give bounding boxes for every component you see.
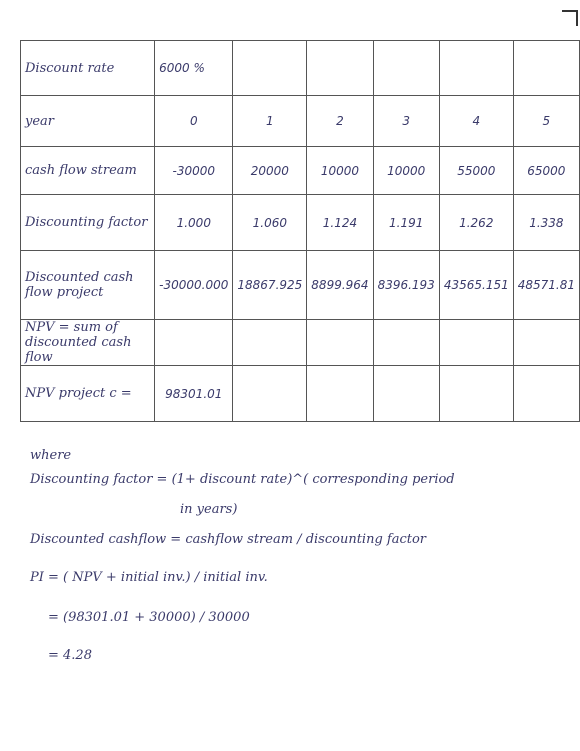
cell-dcf-1: 18867.925 (233, 251, 307, 320)
table-cell (373, 366, 439, 422)
table-cell (307, 366, 373, 422)
notes-where: where (30, 448, 72, 463)
cell-factor-0: 1.000 (155, 195, 233, 251)
row-label-npv-project-c: NPV project c = (21, 366, 155, 422)
cell-cash-flow-5: 65000 (513, 147, 579, 195)
table-cell (307, 41, 373, 96)
pi-formula: PI = ( NPV + initial inv.) / initial inv. (30, 570, 268, 585)
cell-year-3: 3 (373, 96, 439, 147)
row-label-discount-rate: Discount rate (21, 41, 155, 96)
table-row (21, 195, 580, 251)
cell-dcf-3: 8396.193 (373, 251, 439, 320)
table-row (21, 96, 580, 147)
table-row (21, 147, 580, 195)
npv-table (20, 40, 580, 422)
table-cell (373, 320, 439, 366)
table-cell (439, 320, 513, 366)
row-label-discounted-cash-flow: Discounted cash flow project (21, 251, 155, 320)
cell-npv-project-c-value: 98301.01 (155, 366, 233, 422)
cell-factor-5: 1.338 (513, 195, 579, 251)
cell-factor-1: 1.060 (233, 195, 307, 251)
discounting-factor-definition: Discounting factor = (1+ discount rate)^( corresponding period (30, 472, 455, 487)
cell-cash-flow-3: 10000 (373, 147, 439, 195)
cell-year-4: 4 (439, 96, 513, 147)
discounting-factor-definition-cont: in years) (180, 502, 238, 517)
row-label-year: year (21, 96, 155, 147)
table-row (21, 41, 580, 96)
cell-dcf-4: 43565.151 (439, 251, 513, 320)
table-cell (233, 41, 307, 96)
cell-factor-3: 1.191 (373, 195, 439, 251)
cell-dcf-0: -30000.000 (155, 251, 233, 320)
cell-year-5: 5 (513, 96, 579, 147)
cell-dcf-5: 48571.81 (513, 251, 579, 320)
cell-dcf-2: 8899.964 (307, 251, 373, 320)
table-cell (513, 41, 579, 96)
cell-cash-flow-4: 55000 (439, 147, 513, 195)
discounted-cashflow-definition: Discounted cashflow = cashflow stream / discounting factor (30, 532, 427, 547)
cell-cash-flow-2: 10000 (307, 147, 373, 195)
cell-discount-rate-value: 6000 % (155, 41, 233, 96)
row-label-discounting-factor: Discounting factor (21, 195, 155, 251)
table-cell (373, 41, 439, 96)
table-cell (513, 366, 579, 422)
table-row (21, 320, 580, 366)
pi-result: = 4.28 (48, 648, 92, 663)
cell-year-2: 2 (307, 96, 373, 147)
cell-year-0: 0 (155, 96, 233, 147)
page-corner-mark (562, 10, 578, 26)
cell-factor-4: 1.262 (439, 195, 513, 251)
cell-cash-flow-0: -30000 (155, 147, 233, 195)
row-label-cash-flow-stream: cash flow stream (21, 147, 155, 195)
table-row (21, 366, 580, 422)
table-cell (155, 320, 233, 366)
row-label-npv-sum: NPV = sum of discounted cash flow (21, 320, 155, 366)
pi-substitution: = (98301.01 + 30000) / 30000 (48, 610, 250, 625)
cell-cash-flow-1: 20000 (233, 147, 307, 195)
table-cell (439, 366, 513, 422)
table-cell (439, 41, 513, 96)
table-cell (307, 320, 373, 366)
table-cell (233, 320, 307, 366)
cell-year-1: 1 (233, 96, 307, 147)
cell-factor-2: 1.124 (307, 195, 373, 251)
table-row (21, 251, 580, 320)
table-cell (513, 320, 579, 366)
table-cell (233, 366, 307, 422)
